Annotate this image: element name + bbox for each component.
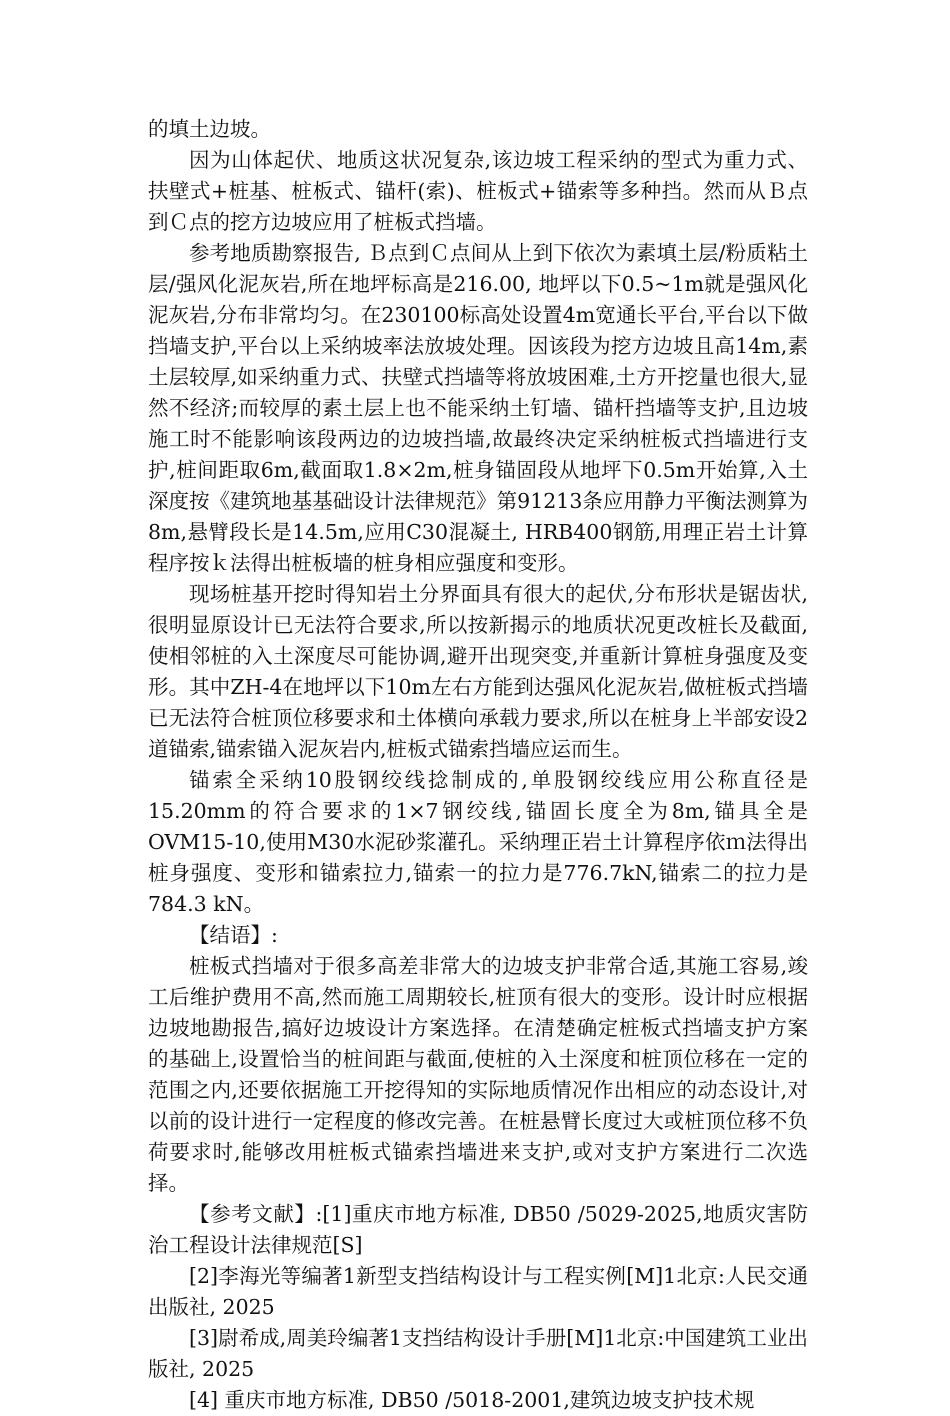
paragraph-site-excavation: 现场桩基开挖时得知岩土分界面具有很大的起伏,分布形状是锯齿状,很明显原设计已无法符合要求,所以按新揭示的地质状况更改桩长及截面,使相邻桩的入土深度尽可能协调,避开出现突变,并重新计算桩身强度及变形。其中ZH-4在地坪以下10m左右方能到达强风化泥灰岩,做桩板式挡墙已无法符合桩顶位移要求和土体横向承载力要求,所以在桩身上半部安设2道锚索,锚索锚入泥灰岩内,桩板式锚索挡墙应运而生。: [148, 582, 808, 761]
reference-item-4: [4] 重庆市地方标准, DB50 /5018-2001,建筑边坡支护技术规: [189, 1388, 755, 1412]
conclusion-paragraph: 桩板式挡墙对于很多高差非常大的边坡支护非常合适,其施工容易,竣工后维护费用不高,然而施工周期较长,桩顶有很大的变形。设计时应根据边坡地勘报告,搞好边坡设计方案选择。在清楚确定桩板式挡墙支护方案的基础上,设置恰当的桩间距与截面,使桩的入土深度和桩顶位移在一定的范围之内,还要依据施工开挖得知的实际地质情况作出相应的动态设计,对以前的设计进行一定程度的修改完善。在桩悬臂长度过大或桩顶位移不负荷要求时,能够改用桩板式锚索挡墙进来支护,或对支护方案进行二次选择。: [148, 954, 808, 1195]
conclusion-heading: 【结语】:: [189, 923, 278, 947]
reference-item-1: [148, 1199, 808, 1261]
paragraph-structure-types: 因为山体起伏、地质这状况复杂,该边坡工程采纳的型式为重力式、扶壁式+桩基、桩板式、锚杆(索)、桩板式+锚索等多种挡。然而从Ｂ点到Ｃ点的挖方边坡应用了桩板式挡墙。: [148, 148, 808, 234]
reference-item-3: [3]尉希成,周美玲编著1支挡结构设计手册[M]1北京:中国建筑工业出版社, 2025: [148, 1326, 808, 1381]
paragraph-geology: 参考地质勘察报告, Ｂ点到Ｃ点间从上到下依次为素填土层/粉质粘土层/强风化泥灰岩,所在地坪标高是216.00, 地坪以下0.5~1m就是强风化泥灰岩,分布非常均匀。在230100标高处设置4m宽通长平台,平台以下做挡墙支护,平台以上采纳坡率法放坡处理。因该段为挖方边坡且高14m,素土层较厚,如采纳重力式、扶壁式挡墙等将放坡困难,土方开挖量也很大,显然不经济;而较厚的素土层上也不能采纳土钉墙、锚杆挡墙等支护,且边坡施工时不能影响该段两边的边坡挡墙,故最终决定采纳桩板式挡墙进行支护,桩间距取6m,截面取1.8×2m,桩身锚固段从地坪下0.5m开始算,入土深度按《建筑地基基础设计法律规范》第91213条应用静力平衡法测算为8m,悬臂段长是14.5m,应用C30混凝土, HRB400钢筋,用理正岩土计算程序按ｋ法得出桩板墙的桩身相应强度和变形。: [148, 241, 808, 575]
document-page: [148, 114, 808, 1416]
paragraph-anchor-cable: 锚索全采纳10股钢绞线捻制成的,单股钢绞线应用公称直径是15.20mm的符合要求的1×7钢绞线,锚固长度全为8m,锚具全是OVM15-10,使用M30水泥砂浆灌孔。采纳理正岩土计算程序依ｍ法得出桩身强度、变形和锚索拉力,锚索一的拉力是776.7kN,锚索二的拉力是784.3 kN。: [148, 768, 808, 916]
paragraph-continuation: 的填土边坡。: [148, 117, 271, 141]
reference-text-1: [1]重庆市地方标准, DB50 /5029-2025,地质灾害防治工程设计法律规范[S]: [148, 1202, 808, 1257]
references-heading: 【参考文献】:: [189, 1202, 323, 1226]
reference-item-2: [2]李海光等编著1新型支挡结构设计与工程实例[M]1北京:人民交通出版社, 2025: [148, 1264, 808, 1319]
